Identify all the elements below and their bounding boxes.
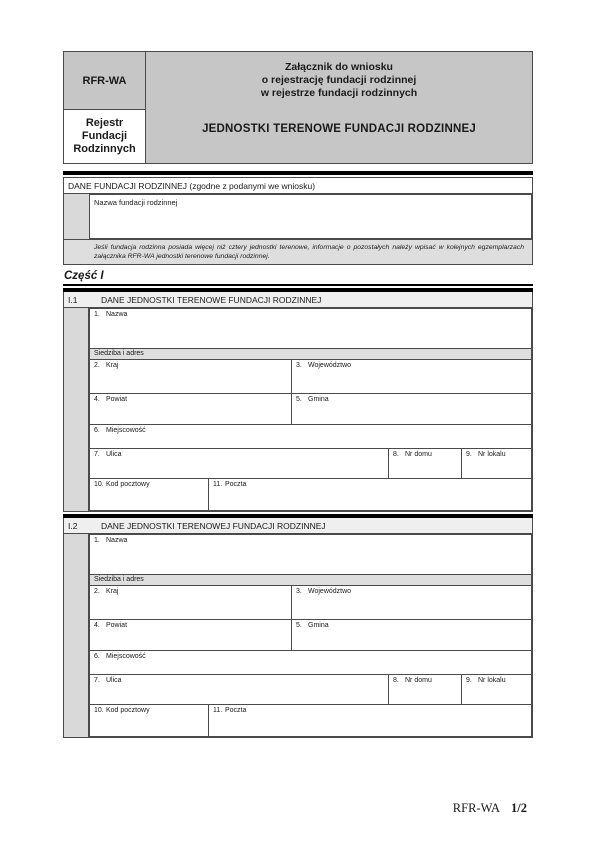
section-i2-body — [64, 534, 532, 737]
row-ulica-nrdomu-nrlokalu — [89, 448, 532, 479]
address-subheader: Siedziba i adres — [89, 574, 532, 586]
field-nr-domu-number: 8. — [393, 451, 399, 458]
field-miejscowosc[interactable] — [89, 424, 532, 449]
row-nazwa — [89, 308, 532, 349]
form-header-left — [64, 52, 146, 163]
field-nr-lokalu-label: Nr lokalu — [478, 677, 506, 684]
field-kod-pocztowy[interactable] — [89, 478, 209, 511]
address-subheader: Siedziba i adres — [89, 348, 532, 360]
field-wojewodztwo[interactable] — [291, 359, 532, 394]
register-line-3: Rodzinnych — [73, 143, 136, 155]
section-i2-gutter — [64, 534, 89, 737]
section-i2-title: DANE JEDNOSTKI TERENOWEJ FUNDACJI RODZINNEJ — [101, 521, 326, 531]
field-ulica-number: 7. — [94, 451, 100, 458]
form-content — [63, 51, 533, 738]
section-i1-gutter — [64, 308, 89, 511]
register-line-1: Rejestr — [85, 117, 124, 129]
attachment-title-line-3: w rejestrze fundacji rodzinnych — [260, 87, 418, 99]
field-gmina-number: 5. — [296, 396, 302, 403]
field-nr-domu-label: Nr domu — [405, 677, 432, 684]
page-footer — [453, 801, 527, 816]
foundation-name-field[interactable] — [89, 194, 532, 239]
field-nazwa-label: Nazwa — [106, 537, 128, 544]
section-i1-body — [64, 308, 532, 511]
section-i2-number: I.2 — [68, 521, 78, 531]
field-kraj-label: Kraj — [106, 588, 119, 595]
field-kod-pocztowy-number: 10. — [94, 481, 104, 488]
field-ulica[interactable] — [89, 448, 389, 479]
section-i1-number: I.1 — [68, 295, 78, 305]
foundation-gutter — [64, 194, 89, 239]
attachment-title-line-1: Załącznik do wniosku — [285, 61, 393, 73]
field-powiat[interactable] — [89, 393, 292, 425]
section-i1-title: DANE JEDNOSTKI TERENOWE FUNDACJI RODZINNEJ — [101, 295, 322, 305]
foundation-section — [63, 177, 533, 265]
field-nr-lokalu[interactable] — [461, 674, 532, 705]
row-miejscowosc — [89, 424, 532, 449]
field-miejscowosc-label: Miejscowość — [106, 653, 146, 660]
row-kod-poczta — [89, 478, 532, 511]
form-header — [63, 51, 533, 164]
field-nazwa-number: 1. — [94, 311, 100, 318]
section-i2 — [63, 514, 533, 738]
field-powiat-number: 4. — [94, 396, 100, 403]
field-kraj-label: Kraj — [106, 362, 119, 369]
field-nr-lokalu-label: Nr lokalu — [478, 451, 506, 458]
row-powiat-gmina — [89, 619, 532, 651]
row-ulica-nrdomu-nrlokalu — [89, 674, 532, 705]
field-wojewodztwo-number: 3. — [296, 588, 302, 595]
field-poczta-label: Poczta — [225, 481, 247, 488]
foundation-name-label: Nazwa fundacji rodzinnej — [94, 198, 178, 207]
field-wojewodztwo-label: Województwo — [308, 362, 352, 369]
field-ulica-number: 7. — [94, 677, 100, 684]
section-i1-fields — [89, 308, 532, 511]
form-title: JEDNOSTKI TERENOWE FUNDACJI RODZINNEJ — [202, 123, 476, 135]
register-name — [64, 110, 145, 163]
section-i1-header — [64, 292, 532, 308]
field-gmina-label: Gmina — [308, 622, 329, 629]
field-kraj-number: 2. — [94, 588, 100, 595]
field-wojewodztwo-number: 3. — [296, 362, 302, 369]
field-wojewodztwo[interactable] — [291, 585, 532, 620]
part-heading: Część I — [63, 270, 533, 286]
field-nr-domu-label: Nr domu — [405, 451, 432, 458]
section-i2-fields — [89, 534, 532, 737]
field-powiat-label: Powiat — [106, 396, 128, 403]
field-poczta-number: 11. — [213, 707, 223, 714]
form-code: RFR-WA — [64, 52, 145, 110]
field-powiat-label: Powiat — [106, 622, 128, 629]
field-poczta-label: Poczta — [225, 707, 247, 714]
field-gmina[interactable] — [291, 619, 532, 651]
row-miejscowosc — [89, 650, 532, 675]
field-wojewodztwo-label: Województwo — [308, 588, 352, 595]
row-nazwa — [89, 534, 532, 575]
attachment-title-line-2: o rejestrację fundacji rodzinnej — [261, 74, 417, 86]
field-gmina-label: Gmina — [308, 396, 329, 403]
field-kraj-number: 2. — [94, 362, 100, 369]
field-kraj[interactable] — [89, 585, 292, 620]
field-ulica[interactable] — [89, 674, 389, 705]
section-i2-header — [64, 518, 532, 534]
section-i1-box — [63, 292, 533, 512]
double-rule-foundation — [63, 171, 533, 175]
register-line-2: Fundacji — [81, 130, 128, 142]
field-ulica-label: Ulica — [106, 451, 122, 458]
field-nr-lokalu[interactable] — [461, 448, 532, 479]
row-kraj-wojewodztwo — [89, 359, 532, 394]
section-i1 — [63, 288, 533, 512]
foundation-section-title: DANE FUNDACJI RODZINNEJ (zgodne z podanymi we wniosku) — [64, 178, 532, 194]
field-powiat-number: 4. — [94, 622, 100, 629]
field-miejscowosc-label: Miejscowość — [106, 427, 146, 434]
field-poczta[interactable] — [208, 478, 532, 511]
field-miejscowosc[interactable] — [89, 650, 532, 675]
field-miejscowosc-number: 6. — [94, 653, 100, 660]
row-kraj-wojewodztwo — [89, 585, 532, 620]
field-kod-pocztowy-label: Kod pocztowy — [106, 481, 150, 488]
field-kod-pocztowy-number: 10. — [94, 707, 104, 714]
field-gmina-number: 5. — [296, 622, 302, 629]
field-nazwa[interactable] — [89, 308, 532, 349]
field-poczta[interactable] — [208, 704, 532, 737]
field-nr-domu[interactable] — [388, 674, 462, 705]
field-nr-domu-number: 8. — [393, 677, 399, 684]
field-powiat[interactable] — [89, 619, 292, 651]
field-kraj[interactable] — [89, 359, 292, 394]
field-kod-pocztowy[interactable] — [89, 704, 209, 737]
form-header-right — [146, 52, 532, 163]
field-poczta-number: 11. — [213, 481, 223, 488]
field-nazwa[interactable] — [89, 534, 532, 575]
field-nr-lokalu-number: 9. — [466, 677, 472, 684]
field-nr-domu[interactable] — [388, 448, 462, 479]
row-kod-poczta — [89, 704, 532, 737]
field-gmina[interactable] — [291, 393, 532, 425]
section-i2-box — [63, 518, 533, 738]
field-ulica-label: Ulica — [106, 677, 122, 684]
field-nr-lokalu-number: 9. — [466, 451, 472, 458]
field-nazwa-label: Nazwa — [106, 311, 128, 318]
foundation-note: Jeśli fundacja rodzinna posiada więcej niż cztery jednostki terenowe, informacje o pozostałych należy wpisać w kolejnych egzemplarzach załącznika RFR-WA jednostki terenowe fundacji rodzinnej. — [64, 239, 532, 264]
footer-page-number: 1/2 — [511, 801, 527, 815]
footer-form-code: RFR-WA — [452, 801, 501, 815]
row-powiat-gmina — [89, 393, 532, 425]
field-nazwa-number: 1. — [94, 537, 100, 544]
foundation-body — [64, 194, 532, 239]
field-kod-pocztowy-label: Kod pocztowy — [106, 707, 150, 714]
attachment-title — [146, 61, 532, 100]
field-miejscowosc-number: 6. — [94, 427, 100, 434]
